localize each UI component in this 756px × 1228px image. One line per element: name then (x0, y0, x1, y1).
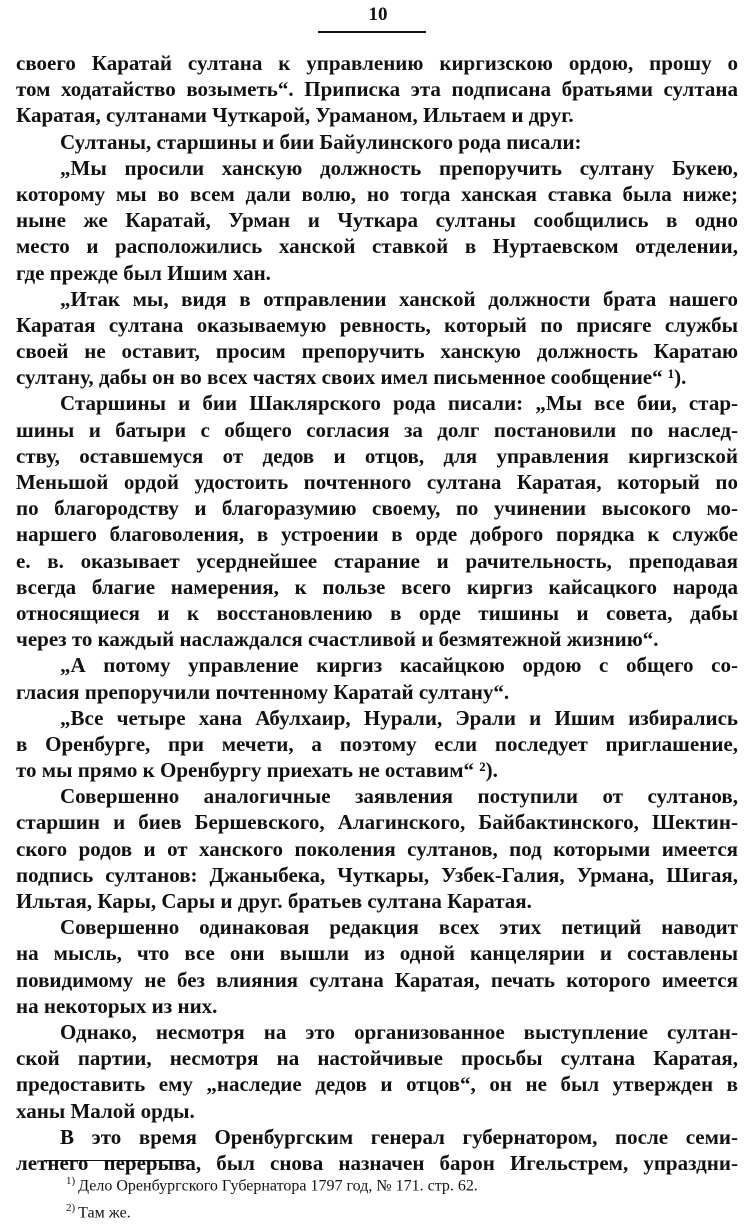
text-line: ского родов и от ханского поколения султанов, под которыми имеется (16, 836, 738, 861)
main-text (16, 50, 738, 1176)
text-line: на некоторых из них. (16, 993, 218, 1018)
footnote-text: Дело Оренбургского Губернатора 1797 год, № 171. стр. 62. (78, 1177, 478, 1195)
text-line: всегда благие намерения, к пользе всего киргиз кайсацкого народа (16, 574, 738, 599)
text-line: на мысль, что все они вышли из одной канцелярии и составлены (16, 941, 738, 966)
text-line: „Мы просили ханскую должность препоручить султану Букею, (60, 155, 738, 180)
text-line: место и расположились ханской ставкой в Нуртаевском отделении, (16, 234, 738, 259)
text-line: В это время Оренбургским генерал губернатором, после семи- (60, 1124, 738, 1149)
text-line: подпись султанов: Джаныбека, Чуткары, Узбек-Галия, Урмана, Шигая, (16, 862, 738, 887)
text-line: своей не оставит, просим препоручить ханскую должность Каратаю (16, 339, 738, 364)
text-line: гласия препоручили почтенному Каратай султану“. (16, 679, 510, 704)
text-line: Меньшой ордой удостоить почтенного султана Каратая, который по (16, 470, 738, 494)
text-line: Совершенно одинаковая редакция всех этих петиций наводит (60, 915, 738, 940)
text-line: повидимому не без влияния султана Каратая, печать которого имеется (16, 967, 738, 992)
text-line: ской партии, несмотря на настойчивые просьбы султана Каратая, (16, 1046, 738, 1071)
text-line: то мы прямо к Оренбургу приехать не оставим“ ²). (16, 758, 498, 783)
text-line: в Оренбурге, при мечети, а поэтому если последует приглашение, (16, 731, 738, 756)
footnote-mark: 2) (66, 1202, 76, 1215)
text-line: Совершенно аналогичные заявления поступили от султанов, (60, 784, 738, 809)
text-line: „А потому управление киргиз касайцкою ордою с общего со- (60, 653, 738, 678)
text-line: Ильтая, Кары, Сары и друг. братьев султана Каратая. (16, 889, 532, 913)
text-line: по благородству и благоразумию своему, по учинении высокого мо- (16, 496, 738, 521)
text-line: ству, оставшемуся от дедов и отцов, для управления киргизской (16, 443, 738, 468)
text-line: Старшины и бии Шаклярского рода писали: „Мы все бии, стар- (60, 391, 738, 416)
text-line: „Все четыре хана Абулхаир, Нурали, Эрали и Ишим избирались (60, 705, 738, 730)
text-line: через то каждый наслаждался счастливой и безмятежной жизнию“. (16, 627, 659, 652)
text-line: ныне же Каратай, Урман и Чуткара султаны сообщились в одно (16, 208, 738, 233)
text-line: „Итак мы, видя в отправлении ханской должности брата нашего (60, 286, 738, 311)
footnote (66, 1170, 706, 1197)
text-line: султану, дабы он во всех частях своих имел письменное сообщение“ ¹). (16, 365, 687, 390)
text-line: Каратая султана оказываемую ревность, который по присяге службы (16, 312, 738, 337)
page-number-rule (318, 31, 426, 33)
text-line: которому мы во всем дали волю, но тогда ханская ставка была ниже; (16, 181, 738, 206)
text-line: е. в. оказывает усерднейшее старание и рачительность, преподавая (16, 548, 738, 573)
text-line: шины и батыри с общего согласия за долг постановили по наслед- (16, 417, 738, 442)
text-line: старшин и биев Бершевского, Алагинского, Байбактинского, Шектин- (16, 810, 738, 835)
text-line: своего Каратай султана к управлению киргизскою ордою, прошу о (16, 51, 738, 75)
text-line: летнего перерыва, был снова назначен барон Игельстрем, упраздни- (16, 1150, 738, 1175)
footnote-mark: 1) (66, 1175, 76, 1187)
footnote (66, 1197, 706, 1224)
text-line: Однако, несмотря на это организованное выступление султан- (60, 1019, 738, 1044)
text-line: Султаны, старшины и бии Байулинского рода писали: (60, 129, 582, 154)
footnote-text: Там же. (78, 1204, 131, 1222)
text-line: ханы Малой орды. (16, 1098, 195, 1123)
text-line: том ходатайство возыметь“. Приписка эта подписана братьями султана (16, 77, 738, 102)
text-line: наршего благоволения, в устроении в орде доброго порядка к службе (16, 522, 738, 547)
page-number: 10 (368, 4, 388, 25)
text-line: относящиеся и к восстановлению в орде тишины и совета, дабы (16, 600, 738, 625)
text-line: где прежде был Ишим хан. (16, 260, 271, 285)
text-line: предоставить ему „наследие дедов и отцов“, он не был утвержден в (16, 1072, 738, 1097)
text-line: Каратая, султанами Чуткарой, Ураманом, Ильтаем и друг. (16, 103, 574, 128)
footnotes (66, 1170, 706, 1225)
footnote-divider (44, 1160, 192, 1161)
